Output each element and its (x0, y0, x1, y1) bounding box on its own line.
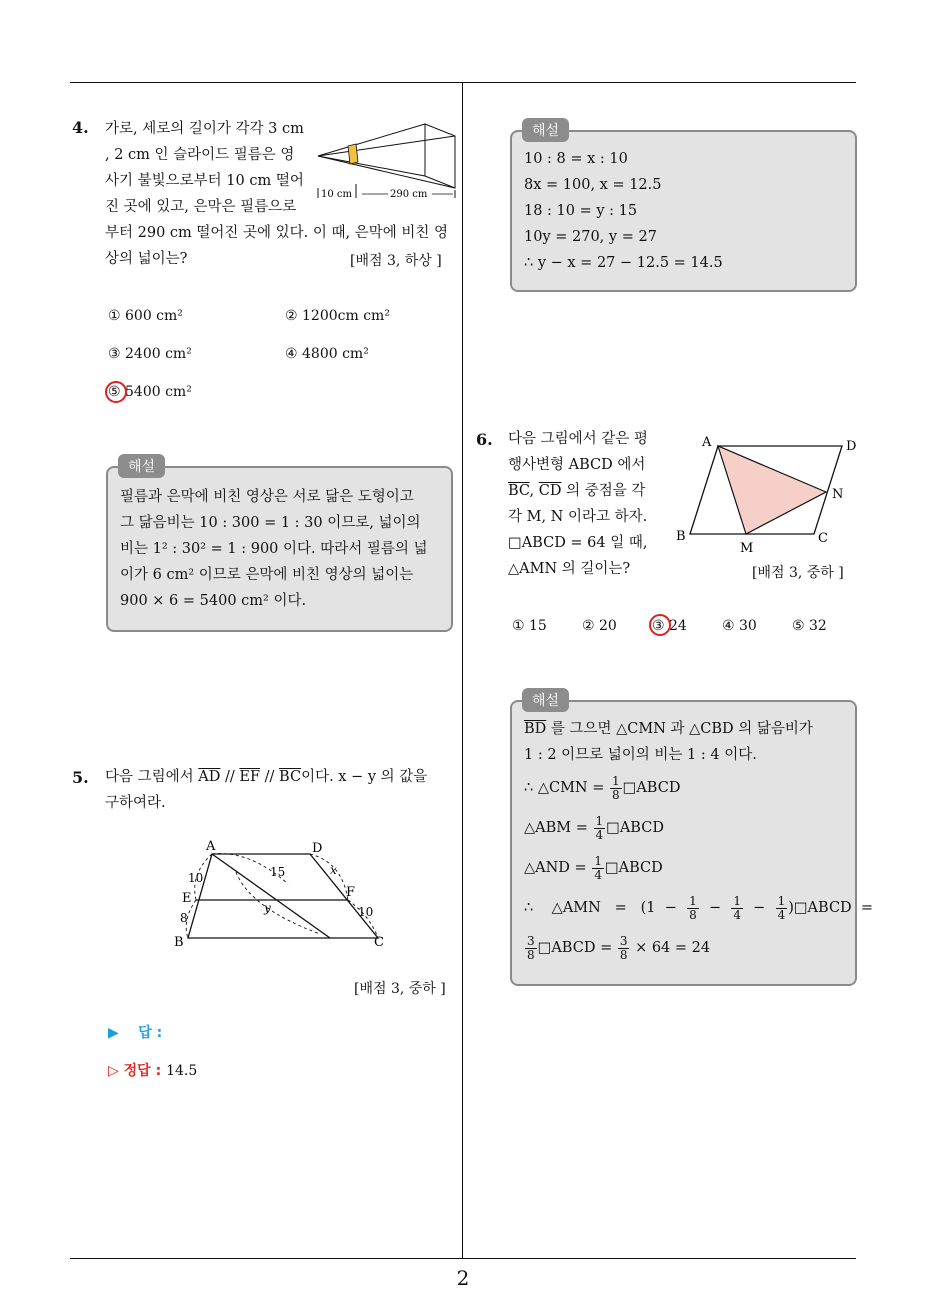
q5-seg-ef: $\overline{EF}$ (239, 769, 261, 785)
q5-solution-body (524, 146, 846, 276)
q5-label-10-right: 10 (358, 905, 374, 919)
q6-parallelogram-figure (672, 430, 862, 556)
q6-solution-line (524, 768, 848, 808)
q6-sol-l5-post: □ABCD (604, 860, 663, 876)
q4-option-4[interactable]: ④ 4800 cm² (285, 346, 369, 362)
q6-sol-l6-frac1 (687, 895, 699, 922)
frac-denominator: 8 (619, 947, 628, 962)
q5-line1-post: 이다. x − y 의 값을 (301, 769, 428, 785)
frac-numerator: 3 (527, 933, 535, 948)
q5-label-10-left: 10 (188, 871, 204, 885)
q5-label-x: x (330, 863, 337, 877)
q6-sol-l4-pre: △ABM = (524, 820, 593, 836)
page-number: 2 (456, 1266, 470, 1290)
q6-label-a: A (702, 435, 712, 450)
q5-line (105, 764, 457, 790)
q6-solution-line (524, 848, 848, 888)
q5-solution-line: ∴ y − x = 27 − 12.5 = 14.5 (524, 255, 723, 271)
q5-sep1: // (220, 769, 240, 785)
q5-label-e: E (182, 891, 192, 906)
q5-trapezoid-figure (170, 834, 400, 954)
q6-sol-l6-frac2 (731, 895, 743, 922)
frac-numerator: 3 (619, 933, 628, 948)
q6-meta: [배점 3, 중하 ] (752, 565, 844, 581)
q6-line: 행사변형 ABCD 에서 (508, 457, 646, 473)
q6-sol-l3-pre: ∴ △CMN = (524, 780, 609, 796)
q5-seg-bc: $\overline{BC}$ (279, 769, 302, 785)
q5-solution-box (510, 130, 857, 292)
q6-label-d: D (846, 439, 857, 454)
q6-selected-circle-mark (649, 614, 671, 636)
frac-numerator: 1 (611, 773, 620, 788)
q6-sol-l6-mid2: − (743, 900, 775, 916)
q6-option-1[interactable]: ① 15 (512, 618, 547, 634)
q6-sol-l7-frac2 (618, 935, 630, 962)
q6-label-c: C (818, 531, 828, 546)
q5-line1-pre: 다음 그림에서 (105, 769, 199, 785)
q6-label-n: N (832, 487, 844, 502)
q4-solution-line: 필름과 은막에 비친 영상은 서로 닮은 도형이고 (120, 489, 414, 505)
q4-line: , 2 cm 인 슬라이드 필름은 영 (105, 147, 295, 163)
frac-numerator: 1 (595, 813, 604, 828)
q6-sol-l6-post: )□ABCD = (788, 900, 874, 916)
q6-option-4[interactable]: ④ 30 (722, 618, 757, 634)
q6-sol-l7-post: × 64 = 24 (630, 940, 711, 956)
q5-correct-value: 14.5 (166, 1063, 198, 1079)
frac-numerator: 1 (733, 893, 741, 908)
column-divider (462, 82, 463, 1258)
q6-line: □ABCD = 64 일 때, (508, 535, 648, 551)
q6-sol-l5-frac (592, 855, 604, 882)
q5-solution-line: 10y = 270, y = 27 (524, 229, 657, 245)
frac-denominator: 4 (594, 867, 602, 882)
q5-solution-line: 10 : 8 = x : 10 (524, 151, 628, 167)
q6-sol-seg-bd: $\overline{BD}$ (524, 721, 547, 737)
q6-seg-sep: , (529, 483, 539, 499)
q5-correct-line (108, 1060, 197, 1080)
q4-option-2[interactable]: ② 1200cm cm² (285, 308, 390, 324)
q5-solution-line: 18 : 10 = y : 15 (524, 203, 638, 219)
q4-selected-circle-mark (105, 381, 127, 403)
q6-solution-line (524, 888, 874, 928)
q4-number: 4. (72, 118, 89, 137)
q6-solution-line (524, 928, 848, 968)
q6-sol-l4-frac (594, 815, 606, 842)
q6-sol-l7-mid: □ABCD = (537, 940, 617, 956)
q5-answer-label: 답 : (138, 1025, 163, 1041)
q5-solution-line: 8x = 100, x = 12.5 (524, 177, 662, 193)
frac-denominator: 4 (595, 827, 604, 842)
q6-sol-l6-mid1: − (699, 900, 731, 916)
frac-denominator: 8 (611, 787, 620, 802)
q6-number: 6. (476, 430, 493, 449)
q6-solution-body (524, 716, 874, 968)
bottom-rule (70, 1258, 856, 1259)
q4-solution-line: 그 닮음비는 10 : 300 = 1 : 30 이므로, 넓이의 (120, 515, 421, 531)
q6-option-2[interactable]: ② 20 (582, 618, 617, 634)
frac-numerator: 1 (689, 893, 697, 908)
q4-solution-line: 이가 6 cm² 이므로 은막에 비친 영상의 넓이는 (120, 567, 414, 583)
q4-option-5[interactable]: ⑤ 5400 cm² (108, 384, 192, 400)
q4-solution-tag: 해설 (118, 454, 165, 478)
q6-sol-l6-frac3 (776, 895, 788, 922)
q4-figure-label-10cm: 10 cm (321, 189, 352, 200)
q6-solution-tag: 해설 (522, 688, 569, 712)
q5-label-15: 15 (270, 865, 286, 879)
frac-numerator: 1 (777, 893, 786, 908)
frac-denominator: 8 (689, 907, 697, 922)
q5-label-8: 8 (180, 911, 188, 925)
q6-sol-l4-post: □ABCD (606, 820, 664, 836)
q4-line: 가로, 세로의 길이가 각각 3 cm (105, 121, 304, 137)
q5-correct-label: 정답 : (123, 1063, 162, 1079)
q4-line: 상의 넓이는? (105, 251, 188, 267)
q5-solution-tag: 해설 (522, 118, 569, 142)
q6-option-5[interactable]: ⑤ 32 (792, 618, 827, 634)
q4-solution-box (106, 466, 453, 632)
q6-sol-l6-pre: ∴ △AMN = (1 − (524, 900, 687, 916)
frac-denominator: 4 (733, 907, 741, 922)
q4-line: 부터 290 cm 떨어진 곳에 있다. 이 때, 은막에 비친 영 (105, 225, 448, 241)
q6-solution-line (524, 716, 848, 742)
q6-label-b: B (676, 529, 686, 544)
q5-answer-arrow-icon: ▶ (108, 1025, 119, 1041)
frac-denominator: 4 (777, 907, 786, 922)
q6-solution-line: 1 : 2 이므로 넓이의 비는 1 : 4 이다. (524, 747, 757, 763)
q5-seg-ad: $\overline{AD}$ (198, 769, 221, 785)
q5-correct-arrow-icon: ▷ (108, 1063, 119, 1079)
q5-number: 5. (72, 768, 89, 787)
q6-line: 다음 그림에서 같은 평 (508, 431, 648, 447)
q4-solution-line: 비는 1² : 30² = 1 : 900 이다. 따라서 필름의 넓 (120, 541, 428, 557)
q6-line: 각 M, N 이라고 하자. (508, 509, 648, 525)
q4-option-3[interactable]: ③ 2400 cm² (108, 346, 192, 362)
q6-seg-bc: $\overline{BC}$ (508, 483, 530, 499)
frac-numerator: 1 (594, 853, 602, 868)
q4-solution-line: 900 × 6 = 5400 cm² 이다. (120, 593, 307, 609)
top-rule (70, 82, 856, 83)
q4-option-1[interactable]: ① 600 cm² (108, 308, 183, 324)
q6-line (508, 478, 660, 504)
q6-text (508, 426, 660, 582)
q6-solution-box (510, 700, 874, 986)
q6-sol-l5-pre: △AND = (524, 860, 592, 876)
q6-sol-l3-post: □ABCD (622, 780, 681, 796)
q6-option-3[interactable]: ③ 24 (652, 618, 687, 634)
q5-meta: [배점 3, 중하 ] (354, 981, 446, 997)
q5-label-y: y (264, 901, 271, 915)
q5-answer-line[interactable] (108, 1022, 162, 1042)
q5-sep2: // (260, 769, 280, 785)
q6-seg-cd: $\overline{CD}$ (538, 483, 562, 499)
q6-sol-l7-frac1 (525, 935, 537, 962)
q6-label-m: M (740, 541, 754, 556)
q4-solution-body (120, 484, 442, 614)
q4-projector-figure (310, 118, 460, 204)
frac-denominator: 8 (527, 947, 535, 962)
q6-line3-rest: 의 중점을 각 (566, 483, 646, 499)
q4-line: 사기 불빛으로부터 10 cm 떨어 (105, 173, 304, 189)
q5-label-c: C (374, 935, 384, 950)
q6-solution-line (524, 808, 848, 848)
q4-figure-label-290cm: 290 cm (390, 189, 428, 200)
q5-label-a: A (206, 839, 216, 854)
q6-line: △AMN 의 길이는? (508, 561, 631, 577)
q5-label-d: D (312, 841, 323, 856)
q4-text-top (105, 116, 305, 220)
q5-label-b: B (174, 935, 184, 950)
q5-line: 구하여라. (105, 795, 166, 811)
q6-sol-l1: 를 그으면 △CMN 과 △CBD 의 닮음비가 (546, 721, 813, 737)
q4-line: 진 곳에 있고, 은막은 필름으로 (105, 199, 297, 215)
q5-label-f: F (346, 885, 356, 900)
q6-sol-l3-frac (610, 775, 622, 802)
q4-meta: [배점 3, 하상 ] (350, 253, 442, 269)
q5-text (105, 764, 457, 816)
